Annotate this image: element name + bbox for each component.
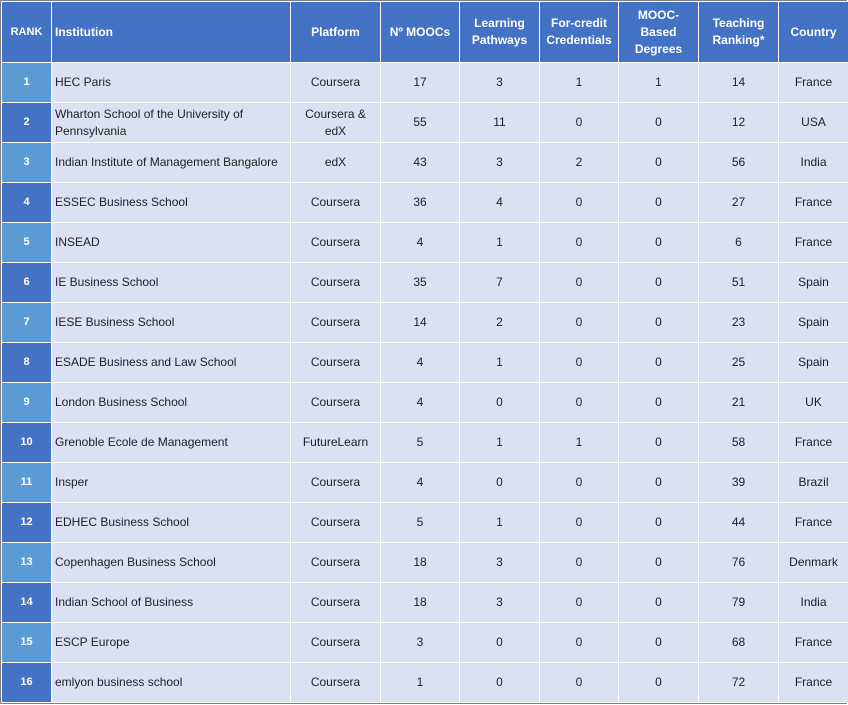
table-row	[2, 303, 848, 343]
moocs-cell: 1	[381, 663, 460, 703]
for-credit-credentials-cell: 0	[540, 103, 619, 143]
teaching-ranking-cell: 27	[699, 183, 779, 223]
learning-pathways-cell: 1	[460, 503, 540, 543]
country-cell: India	[779, 583, 848, 623]
mooc-based-degrees-cell: 0	[619, 663, 699, 703]
institution-cell: London Business School	[52, 383, 291, 423]
institution-cell: HEC Paris	[52, 63, 291, 103]
table-header	[2, 2, 848, 63]
learning-pathways-cell: 2	[460, 303, 540, 343]
for-credit-credentials-cell: 0	[540, 663, 619, 703]
platform-cell: Coursera	[291, 663, 381, 703]
teaching-ranking-cell: 25	[699, 343, 779, 383]
table-row	[2, 503, 848, 543]
platform-cell: Coursera	[291, 343, 381, 383]
teaching-ranking-cell: 68	[699, 623, 779, 663]
country-cell: UK	[779, 383, 848, 423]
for-credit-credentials-cell: 0	[540, 223, 619, 263]
country-cell: France	[779, 423, 848, 463]
for-credit-credentials-cell: 0	[540, 183, 619, 223]
country-cell: Spain	[779, 343, 848, 383]
mooc-based-degrees-cell: 0	[619, 103, 699, 143]
institution-cell: emlyon business school	[52, 663, 291, 703]
teaching-ranking-cell: 51	[699, 263, 779, 303]
mooc-based-degrees-cell: 0	[619, 223, 699, 263]
mooc-based-degrees-cell: 0	[619, 623, 699, 663]
platform-cell: Coursera	[291, 263, 381, 303]
moocs-cell: 5	[381, 423, 460, 463]
teaching-ranking-cell: 14	[699, 63, 779, 103]
platform-cell: Coursera	[291, 63, 381, 103]
platform-cell: Coursera	[291, 543, 381, 583]
table-row	[2, 583, 848, 623]
for-credit-credentials-cell: 2	[540, 143, 619, 183]
rank-cell: 10	[2, 423, 52, 463]
mooc-based-degrees-cell: 0	[619, 463, 699, 503]
country-cell: USA	[779, 103, 848, 143]
teaching-ranking-cell: 76	[699, 543, 779, 583]
country-cell: Spain	[779, 303, 848, 343]
platform-cell: Coursera	[291, 223, 381, 263]
header-platform: Platform	[291, 2, 381, 63]
country-cell: France	[779, 623, 848, 663]
institution-cell: Grenoble Ecole de Management	[52, 423, 291, 463]
moocs-cell: 4	[381, 463, 460, 503]
mooc-based-degrees-cell: 0	[619, 183, 699, 223]
table-body	[2, 63, 848, 703]
for-credit-credentials-cell: 0	[540, 503, 619, 543]
learning-pathways-cell: 7	[460, 263, 540, 303]
rank-cell: 12	[2, 503, 52, 543]
platform-cell: edX	[291, 143, 381, 183]
institution-cell: Insper	[52, 463, 291, 503]
country-cell: France	[779, 223, 848, 263]
rank-cell: 11	[2, 463, 52, 503]
rank-cell: 5	[2, 223, 52, 263]
platform-cell: Coursera	[291, 383, 381, 423]
rank-cell: 9	[2, 383, 52, 423]
mooc-based-degrees-cell: 0	[619, 543, 699, 583]
header-country: Country	[779, 2, 848, 63]
moocs-cell: 5	[381, 503, 460, 543]
learning-pathways-cell: 1	[460, 223, 540, 263]
platform-cell: Coursera	[291, 583, 381, 623]
for-credit-credentials-cell: 1	[540, 423, 619, 463]
teaching-ranking-cell: 44	[699, 503, 779, 543]
moocs-cell: 18	[381, 583, 460, 623]
institution-cell: IE Business School	[52, 263, 291, 303]
learning-pathways-cell: 3	[460, 143, 540, 183]
rank-cell: 13	[2, 543, 52, 583]
institution-cell: EDHEC Business School	[52, 503, 291, 543]
rank-cell: 14	[2, 583, 52, 623]
learning-pathways-cell: 0	[460, 463, 540, 503]
for-credit-credentials-cell: 0	[540, 343, 619, 383]
platform-cell: Coursera	[291, 623, 381, 663]
learning-pathways-cell: 11	[460, 103, 540, 143]
country-cell: France	[779, 183, 848, 223]
learning-pathways-cell: 0	[460, 623, 540, 663]
rank-cell: 2	[2, 103, 52, 143]
table-row	[2, 103, 848, 143]
table-row	[2, 423, 848, 463]
platform-cell: FutureLearn	[291, 423, 381, 463]
learning-pathways-cell: 0	[460, 663, 540, 703]
table-row	[2, 143, 848, 183]
table-row	[2, 543, 848, 583]
country-cell: France	[779, 663, 848, 703]
for-credit-credentials-cell: 0	[540, 303, 619, 343]
moocs-cell: 43	[381, 143, 460, 183]
institution-cell: ESCP Europe	[52, 623, 291, 663]
country-cell: Denmark	[779, 543, 848, 583]
mooc-based-degrees-cell: 0	[619, 263, 699, 303]
teaching-ranking-cell: 23	[699, 303, 779, 343]
platform-cell: Coursera	[291, 503, 381, 543]
header-row	[2, 2, 848, 63]
teaching-ranking-cell: 72	[699, 663, 779, 703]
moocs-cell: 55	[381, 103, 460, 143]
platform-cell: Coursera	[291, 303, 381, 343]
header-for-credit-credentials: For-credit Credentials	[540, 2, 619, 63]
institution-cell: ESADE Business and Law School	[52, 343, 291, 383]
learning-pathways-cell: 3	[460, 63, 540, 103]
table-row	[2, 263, 848, 303]
header-teaching-ranking: Teaching Ranking*	[699, 2, 779, 63]
for-credit-credentials-cell: 0	[540, 463, 619, 503]
learning-pathways-cell: 3	[460, 583, 540, 623]
table-row	[2, 63, 848, 103]
rank-cell: 4	[2, 183, 52, 223]
header-mooc-based-degrees: MOOC-Based Degrees	[619, 2, 699, 63]
rank-cell: 15	[2, 623, 52, 663]
learning-pathways-cell: 0	[460, 383, 540, 423]
teaching-ranking-cell: 79	[699, 583, 779, 623]
for-credit-credentials-cell: 0	[540, 583, 619, 623]
teaching-ranking-cell: 39	[699, 463, 779, 503]
platform-cell: Coursera	[291, 183, 381, 223]
header-rank: RANK	[2, 2, 52, 63]
institution-cell: INSEAD	[52, 223, 291, 263]
teaching-ranking-cell: 21	[699, 383, 779, 423]
rank-cell: 3	[2, 143, 52, 183]
mooc-based-degrees-cell: 0	[619, 583, 699, 623]
table-row	[2, 223, 848, 263]
teaching-ranking-cell: 12	[699, 103, 779, 143]
country-cell: Brazil	[779, 463, 848, 503]
table-row	[2, 343, 848, 383]
institution-cell: Wharton School of the University of Pennsylvania	[52, 103, 291, 143]
teaching-ranking-cell: 58	[699, 423, 779, 463]
mooc-based-degrees-cell: 0	[619, 343, 699, 383]
header-institution: Institution	[52, 2, 291, 63]
rank-cell: 1	[2, 63, 52, 103]
moocs-cell: 4	[381, 223, 460, 263]
mooc-based-degrees-cell: 0	[619, 383, 699, 423]
teaching-ranking-cell: 6	[699, 223, 779, 263]
for-credit-credentials-cell: 0	[540, 623, 619, 663]
mooc-based-degrees-cell: 1	[619, 63, 699, 103]
moocs-cell: 35	[381, 263, 460, 303]
rank-cell: 6	[2, 263, 52, 303]
mooc-based-degrees-cell: 0	[619, 303, 699, 343]
mooc-based-degrees-cell: 0	[619, 143, 699, 183]
ranking-table	[1, 1, 848, 703]
table-row	[2, 383, 848, 423]
moocs-cell: 36	[381, 183, 460, 223]
table-row	[2, 623, 848, 663]
moocs-cell: 4	[381, 343, 460, 383]
rank-cell: 16	[2, 663, 52, 703]
moocs-cell: 14	[381, 303, 460, 343]
country-cell: France	[779, 63, 848, 103]
platform-cell: Coursera & edX	[291, 103, 381, 143]
learning-pathways-cell: 1	[460, 423, 540, 463]
country-cell: India	[779, 143, 848, 183]
institution-cell: Copenhagen Business School	[52, 543, 291, 583]
learning-pathways-cell: 3	[460, 543, 540, 583]
moocs-cell: 3	[381, 623, 460, 663]
table-row	[2, 663, 848, 703]
institution-cell: Indian School of Business	[52, 583, 291, 623]
moocs-cell: 17	[381, 63, 460, 103]
institution-cell: Indian Institute of Management Bangalore	[52, 143, 291, 183]
country-cell: France	[779, 503, 848, 543]
rank-cell: 8	[2, 343, 52, 383]
rank-cell: 7	[2, 303, 52, 343]
platform-cell: Coursera	[291, 463, 381, 503]
institution-cell: ESSEC Business School	[52, 183, 291, 223]
header-moocs: Nº MOOCs	[381, 2, 460, 63]
for-credit-credentials-cell: 1	[540, 63, 619, 103]
table-row	[2, 463, 848, 503]
learning-pathways-cell: 1	[460, 343, 540, 383]
for-credit-credentials-cell: 0	[540, 543, 619, 583]
for-credit-credentials-cell: 0	[540, 263, 619, 303]
learning-pathways-cell: 4	[460, 183, 540, 223]
for-credit-credentials-cell: 0	[540, 383, 619, 423]
institution-cell: IESE Business School	[52, 303, 291, 343]
mooc-based-degrees-cell: 0	[619, 503, 699, 543]
mooc-based-degrees-cell: 0	[619, 423, 699, 463]
country-cell: Spain	[779, 263, 848, 303]
header-learning-pathways: Learning Pathways	[460, 2, 540, 63]
moocs-cell: 4	[381, 383, 460, 423]
table-row	[2, 183, 848, 223]
teaching-ranking-cell: 56	[699, 143, 779, 183]
moocs-cell: 18	[381, 543, 460, 583]
